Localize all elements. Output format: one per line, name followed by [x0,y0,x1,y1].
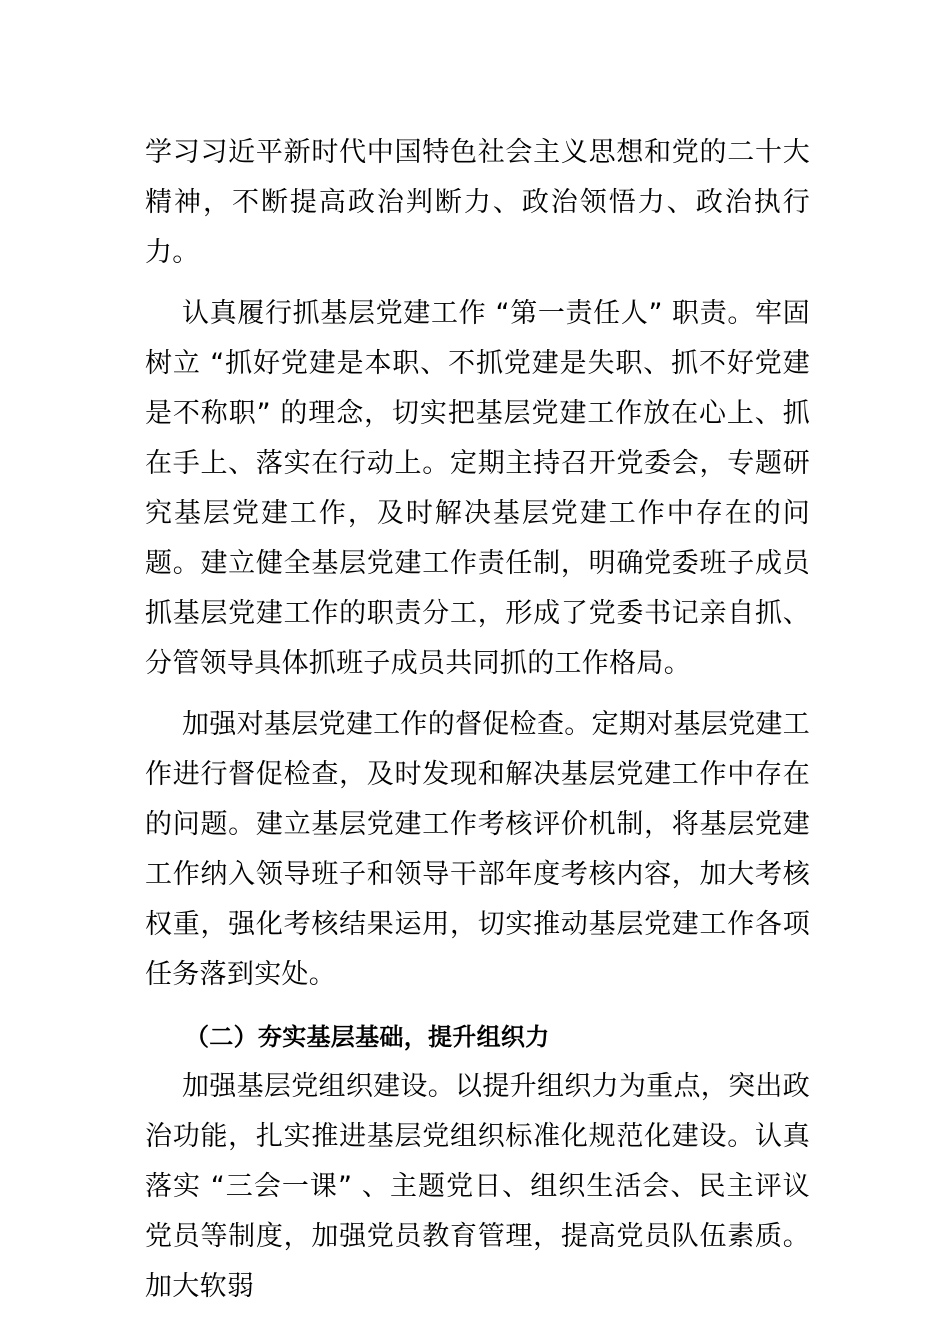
paragraph-continuation: 学习习近平新时代中国特色社会主义思想和党的二十大精神，不断提高政治判断力、政治领悟力、政治执行力。 [145,137,810,268]
paragraph-gap [145,689,810,700]
paragraph-first-responsible: 认真履行抓基层党建工作 “第一责任人” 职责。牢固树立 “抓好党建是本职、不抓党建是失职、抓不好党建是不称职” 的理念，切实把基层党建工作放在心上、抓在手上、落实在行动上。定期主持召开党委会，专题研究基层党建工作，及时解决基层党建工作中存在的问题。建立健全基层党建工作责任制，明确党委班子成员抓基层党建工作的职责分工，形成了党委书记亲自抓、分管领导具体抓班子成员共同抓的工作格局。 [145,298,810,679]
section-heading: （二）夯实基层基础，提升组织力 [185,1023,550,1051]
paragraph-supervision: 加强对基层党建工作的督促检查。定期对基层党建工作进行督促检查，及时发现和解决基层党建工作中存在的问题。建立基层党建工作考核评价机制，将基层党建工作纳入领导班子和领导干部年度考核内容，加大考核权重，强化考核结果运用，切实推动基层党建工作各项任务落到实处。 [145,709,810,990]
paragraph-organization-building: 加强基层党组织建设。以提升组织力为重点，突出政治功能，扎实推进基层党组织标准化规范化建设。认真落实 “三会一课” 、主题党日、组织生活会、民主评议党员等制度，加强党员教育管理，提高党员队伍素质。加大软弱 [145,1071,810,1302]
document-body [145,128,810,1312]
paragraph-gap [145,278,810,289]
